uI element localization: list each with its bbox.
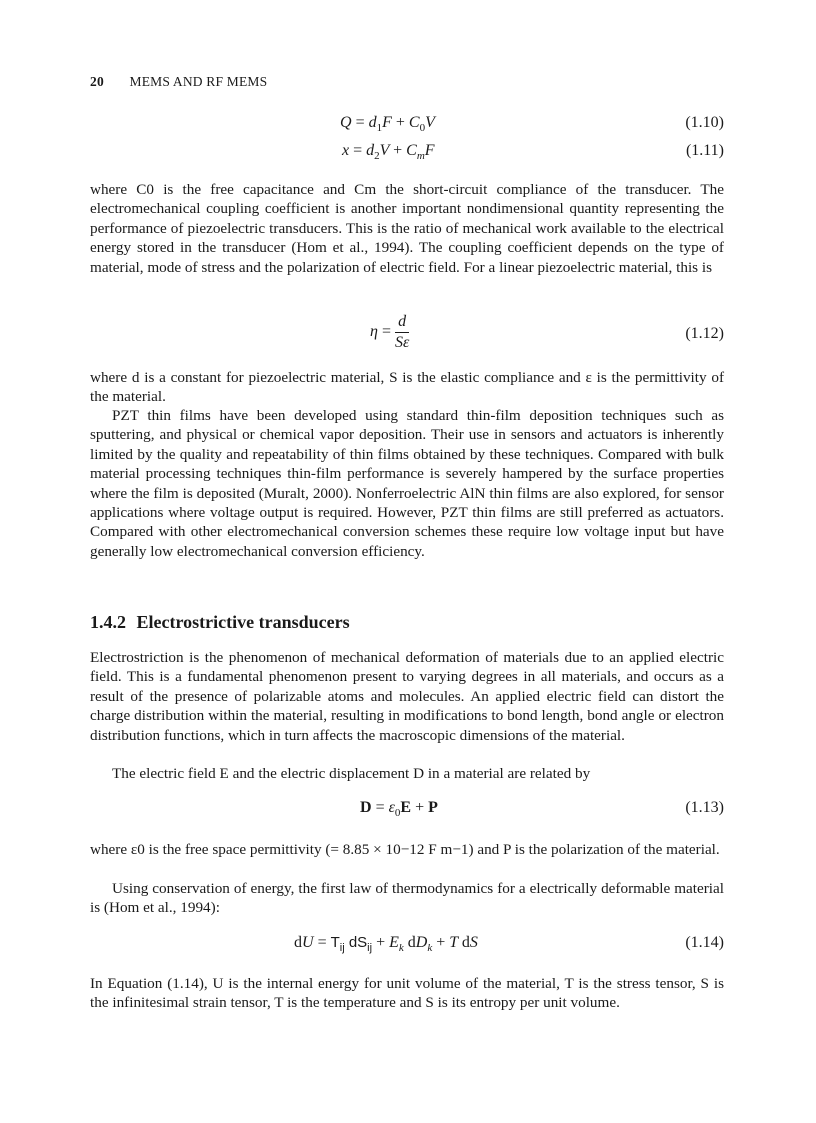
equation-number: (1.11): [685, 142, 724, 159]
paragraph-pzt: PZT thin films have been developed using standard thin-film deposition techniques such as sputtering, and physical or chemical vapor deposition. Their use in sensors and actuators is inherently limited by the quality and repeatability of thin films obtained by these techniques. Compared with bulk material processing techniques thin-film performance is severely hampered by the surface properties where the film is deposited (Muralt, 2000). Nonferroelectric AlN thin films are also explored, for sensor applications where voltage output is required. However, PZT thin films are still preferred as actuators. Compared with other electromechanical conversion schemes these require low voltage input but have generally low electromechanical conversion efficiency.: [90, 407, 724, 560]
equation-1-10: [90, 114, 724, 134]
equation-1-12-body: η = $\frac{d}{S\varepsilon}$: [370, 313, 410, 351]
equation-number: (1.14): [685, 934, 724, 951]
paragraph-conservation: Using conservation of energy, the first law of thermodynamics for a electrically deformable material is (Hom et al., 1994):: [90, 880, 724, 917]
paragraph-permittivity: where ε0 is the free space permittivity (= 8.85 × 10−12 F m−1) and P is the polarization of the material.: [90, 841, 720, 858]
equation-1-12: [90, 313, 724, 357]
running-title: MEMS AND RF MEMS: [129, 74, 268, 89]
equation-number: (1.12): [685, 325, 724, 342]
equation-number: (1.10): [685, 114, 724, 131]
equation-1-11-body: $x = d_2V + C_mF$: [342, 142, 435, 163]
equation-1-14-body: dU = $T_{ij}$ $dS_{ij} + E_k$ $dD_k + T$ dS: [294, 934, 478, 955]
equation-1-14: [90, 934, 724, 954]
section-heading: [90, 612, 350, 633]
section-title: Electrostrictive transducers: [136, 612, 350, 632]
paragraph-coupling: where C0 is the free capacitance and Cm the short-circuit compliance of the transducer. The electromechanical coupling coefficient is another important nondimensional quantity representing the performance of piezoelectric transducers. This is the ratio of mechanical work available to the electrical energy stored in the transducer (Hom et al., 1994). The coupling coefficient depends on the type of material, mode of stress and the polarization of electric field. For a linear piezoelectric material, this is: [90, 181, 724, 276]
equation-1-13-body: $D = \varepsilon_0E + P$: [360, 799, 438, 820]
section-number: 1.4.2: [90, 612, 126, 632]
equation-1-11: [90, 142, 724, 162]
paragraph-equation-explanation: In Equation (1.14), U is the internal energy for unit volume of the material, T is the stress tensor, S is the infinitesimal strain tensor, T is the temperature and S is its entropy per unit volume.: [90, 975, 724, 1012]
paragraph-where-d: where d is a constant for piezoelectric material, S is the elastic compliance and ε is the permittivity of the material.: [90, 369, 724, 406]
running-header: [90, 74, 267, 90]
equation-1-10-body: $Q = d_1F + C_0V$: [340, 114, 435, 135]
equation-number: (1.13): [685, 799, 724, 816]
paragraph-electrostriction: Electrostriction is the phenomenon of mechanical deformation of materials due to an applied electric field. This is a fundamental phenomenon present to varying degrees in all materials, and occurs as a result of the presence of polarizable atoms and molecules. An applied electric field can distort the charge distribution within the material, resulting in modifications to bond length, bond angle or electron distribution functions, which in turn affects the macroscopic dimensions of the material.: [90, 649, 724, 744]
page-number: 20: [90, 74, 104, 89]
equation-1-13: [90, 799, 724, 819]
paragraph-field-relation: The electric field E and the electric displacement D in a material are related by: [112, 765, 591, 782]
